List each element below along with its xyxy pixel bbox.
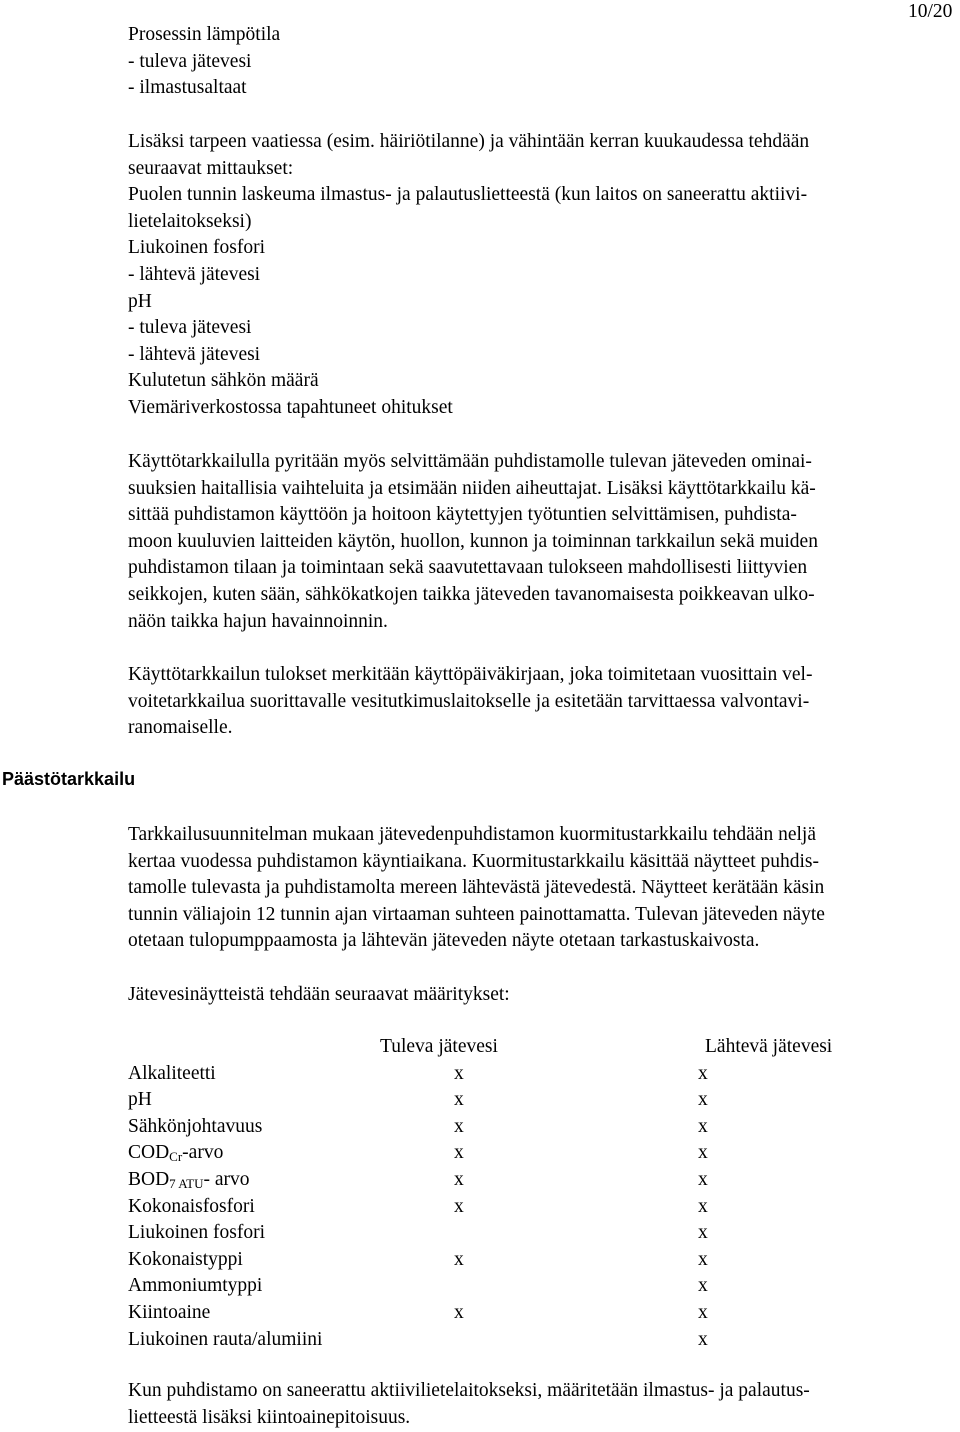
row-label-subscript: 7 ATU [169,1175,204,1191]
text-line: kertaa vuodessa puhdistamon käyntiaikana. Kuormitustarkkailu käsittää näytteet puhdis- [128,850,819,872]
row-label: Ammoniumtyppi [128,1275,263,1297]
text-line: Kulutetun sähkön määrä [128,370,319,392]
text-line: Jätevesinäytteistä tehdään seuraavat määritykset: [128,984,510,1005]
incoming-mark [380,1327,612,1354]
table-row [128,1140,832,1167]
row-label [128,1167,380,1194]
text-line: Viemäriverkostossa tapahtuneet ohitukset [128,396,453,418]
table-header-row [128,1034,832,1061]
text-line: Käyttötarkkailun tulokset merkitään käyttöpäiväkirjaan, joka toimitetaan vuosittain vel- [128,664,813,685]
incoming-mark: x [454,1168,464,1190]
incoming-mark: x [454,1142,464,1164]
text-line: Käyttötarkkailulla pyritään myös selvittämään puhdistamolle tulevan jäteveden ominai- [128,451,812,472]
row-label: Liukoinen rauta/alumiini [128,1328,323,1350]
row-label: Liukoinen fosfori [128,1222,266,1244]
header-outgoing-wastewater: Lähtevä jätevesi [705,1036,833,1057]
text-line: Tarkkailusuunnitelman mukaan jätevedenpuhdistamon kuormitustarkkailu tehdään neljä [128,824,816,845]
outgoing-mark: x [698,1195,708,1217]
table-row [128,1087,832,1114]
header-incoming-wastewater: Tuleva jätevesi [380,1036,498,1057]
outgoing-mark: x [698,1301,708,1323]
row-label: Kokonaisfosfori [128,1195,255,1217]
text-line: suuksien haitallisia vaihteluita ja etsimään niiden aiheuttajat. Lisäksi käyttötarkkailu kä- [128,477,816,499]
section-heading-emission-monitoring: Päästötarkkailu [2,769,136,789]
row-label-subscript: Cr [169,1149,183,1165]
row-label: Sähkönjohtavuus [128,1115,263,1137]
outgoing-mark: x [698,1089,708,1111]
incoming-mark: x [454,1062,464,1084]
outgoing-mark: x [698,1062,708,1084]
incoming-mark: x [454,1115,464,1137]
outgoing-mark: x [698,1328,708,1350]
header-empty [128,1034,380,1061]
determinations-table [128,1034,832,1353]
text-line: näön taikka hajun havainnoinnin. [128,610,388,632]
page-number: 10/20 [908,1,953,22]
paragraph-logbook [128,662,956,742]
outgoing-mark: x [698,1275,708,1297]
incoming-mark [380,1220,612,1247]
outgoing-mark: x [698,1222,708,1244]
table-row [128,1194,832,1221]
outgoing-mark: x [698,1168,708,1190]
outgoing-mark: x [698,1248,708,1270]
incoming-mark: x [454,1089,464,1111]
text-line: - tuleva jätevesi [128,317,252,339]
row-label: pH [128,1089,152,1111]
row-label: Kiintoaine [128,1301,211,1323]
text-line: lietelaitokseksi) [128,210,252,232]
incoming-mark: x [454,1195,464,1217]
row-label-suffix: - arvo [203,1168,250,1190]
row-label-suffix: -arvo [182,1142,224,1164]
text-line: voitetarkkailua suorittavalle vesitutkimuslaitokselle ja esitetään tarvittaessa valvontavi- [128,690,810,712]
text-line: - lähtevä jätevesi [128,343,261,365]
row-label-main: COD [128,1142,170,1164]
row-label-main: BOD [128,1168,170,1190]
outgoing-mark: x [698,1142,708,1164]
outgoing-mark: x [698,1115,708,1137]
table-row [128,1327,832,1354]
text-line: Liukoinen fosfori [128,237,266,259]
text-line: ranomaiselle. [128,717,233,739]
row-label: Alkaliteetti [128,1062,216,1084]
text-line: lietteestä lisäksi kiintoainepitoisuus. [128,1406,411,1428]
text-line: sittää puhdistamon käyttöön ja hoitoon käytettyjen työtuntien selvittämisen, puhdista- [128,504,797,526]
text-line: otetaan tulopumppaamosta ja lähtevän jäteveden näyte otetaan tarkastuskaivosta. [128,930,760,952]
text-line: Kun puhdistamo on saneerattu aktiivilietelaitokseksi, määritetään ilmastus- ja palautus- [128,1380,810,1401]
table-row [128,1061,832,1088]
text-line: pH [128,290,152,312]
table-row [128,1167,832,1194]
text-line: Puolen tunnin laskeuma ilmastus- ja palautuslietteestä (kun laitos on saneerattu aktiivi- [128,184,808,206]
incoming-mark [380,1273,612,1300]
row-label: Kokonaistyppi [128,1248,243,1270]
text-line: Lisäksi tarpeen vaatiessa (esim. häiriötilanne) ja vähintään kerran kuukaudessa tehdään [128,131,810,152]
table-intro [128,982,956,1009]
text-line: - ilmastusaltaat [128,77,247,99]
process-temperature-block [128,22,956,102]
table-row [128,1247,832,1274]
row-label [128,1140,380,1167]
table-row [128,1300,832,1327]
table-row [128,1273,832,1300]
text-line: seuraavat mittaukset: [128,157,294,179]
text-line: puhdistamon tilaan ja toimintaan sekä saavutettavaan tulokseen mahdollisesti liittyvien [128,557,808,579]
text-line: moon kuuluvien laitteiden käytön, huollon, kunnon ja toiminnan tarkkailun sekä muiden [128,530,818,552]
table-row [128,1114,832,1141]
text-line: - lähtevä jätevesi [128,263,261,285]
monthly-measurements-block [128,129,956,422]
text-line: Prosessin lämpötila [128,24,281,45]
incoming-mark: x [454,1301,464,1323]
text-line: tamolle tulevasta ja puhdistamolta mereen lähtevästä jätevedestä. Näytteet kerätään käsin [128,877,825,899]
table-row [128,1220,832,1247]
text-line: - tuleva jätevesi [128,50,252,72]
incoming-mark: x [454,1248,464,1270]
text-line: seikkojen, kuten sään, sähkökatkojen taikka jäteveden tavanomaisesta poikkeavan ulko- [128,583,815,605]
paragraph-load-monitoring [128,822,956,955]
paragraph-monitoring-goals [128,449,956,635]
text-line: tunnin väliajoin 12 tunnin ajan virtaaman suhteen painottamatta. Tulevan jäteveden näyte [128,903,825,925]
closing-note [128,1378,956,1431]
